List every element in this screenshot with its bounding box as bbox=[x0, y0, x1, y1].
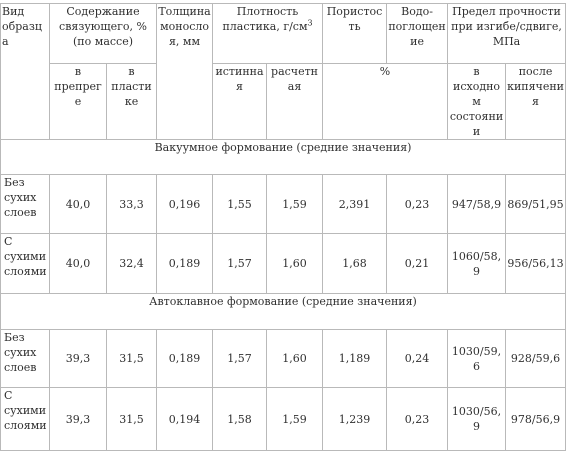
cell-prepreg: 40,0 bbox=[50, 175, 107, 234]
header-porosity: Пористость bbox=[323, 4, 387, 64]
cell-plastic: 31,5 bbox=[107, 330, 157, 388]
header-binder-content: Содержание связующего, % (по массе) bbox=[50, 4, 157, 64]
section-title-row bbox=[1, 140, 566, 175]
header-density-unit-exponent: 3 bbox=[307, 18, 313, 28]
subheader-in-plastic: в пластике bbox=[107, 64, 157, 140]
header-thickness: Толщина монослоя, мм bbox=[157, 4, 213, 140]
cell-thickness: 0,196 bbox=[157, 175, 213, 234]
cell-strength-initial: 1030/59,6 bbox=[448, 330, 506, 388]
header-strength: Предел прочности при изгибе/сдвиге, МПа bbox=[448, 4, 566, 64]
table-row bbox=[1, 388, 566, 451]
cell-thickness: 0,189 bbox=[157, 234, 213, 294]
table-row bbox=[1, 234, 566, 294]
cell-water: 0,23 bbox=[387, 388, 448, 451]
header-row bbox=[1, 4, 566, 64]
cell-true-density: 1,58 bbox=[213, 388, 267, 451]
sample-name: Без сухих слоев bbox=[1, 175, 50, 234]
subheader-percent: % bbox=[323, 64, 448, 140]
cell-thickness: 0,194 bbox=[157, 388, 213, 451]
cell-water: 0,21 bbox=[387, 234, 448, 294]
cell-strength-initial: 1060/58,9 bbox=[448, 234, 506, 294]
sample-name: Без сухих слоев bbox=[1, 330, 50, 388]
properties-table bbox=[0, 3, 566, 451]
cell-calc-density: 1,59 bbox=[267, 175, 323, 234]
header-sample-type: Вид образца bbox=[1, 4, 50, 140]
table-row bbox=[1, 175, 566, 234]
cell-calc-density: 1,60 bbox=[267, 234, 323, 294]
header-density bbox=[213, 4, 323, 64]
subheader-after-boiling: после кипячения bbox=[506, 64, 566, 140]
cell-prepreg: 39,3 bbox=[50, 388, 107, 451]
table-row bbox=[1, 330, 566, 388]
section-title: Автоклавное формование (средние значения) bbox=[1, 294, 566, 330]
sample-name: С сухими слоями bbox=[1, 234, 50, 294]
header-water-absorption: Водо-поглощение bbox=[387, 4, 448, 64]
cell-calc-density: 1,60 bbox=[267, 330, 323, 388]
cell-prepreg: 39,3 bbox=[50, 330, 107, 388]
subheader-initial-state: в исходном состоянии bbox=[448, 64, 506, 140]
subheader-row bbox=[1, 64, 566, 140]
cell-plastic: 32,4 bbox=[107, 234, 157, 294]
cell-true-density: 1,57 bbox=[213, 330, 267, 388]
cell-true-density: 1,55 bbox=[213, 175, 267, 234]
cell-strength-boiled: 978/56,9 bbox=[506, 388, 566, 451]
cell-true-density: 1,57 bbox=[213, 234, 267, 294]
cell-strength-boiled: 956/56,13 bbox=[506, 234, 566, 294]
header-density-text: Плотность пластика, г/см bbox=[222, 5, 308, 33]
cell-plastic: 31,5 bbox=[107, 388, 157, 451]
cell-water: 0,23 bbox=[387, 175, 448, 234]
subheader-in-prepreg: в препреге bbox=[50, 64, 107, 140]
cell-water: 0,24 bbox=[387, 330, 448, 388]
cell-porosity: 1,189 bbox=[323, 330, 387, 388]
cell-porosity: 2,391 bbox=[323, 175, 387, 234]
subheader-true-density: истинная bbox=[213, 64, 267, 140]
cell-plastic: 33,3 bbox=[107, 175, 157, 234]
cell-porosity: 1,68 bbox=[323, 234, 387, 294]
cell-prepreg: 40,0 bbox=[50, 234, 107, 294]
sample-name: С сухими слоями bbox=[1, 388, 50, 451]
section-title: Вакуумное формование (средние значения) bbox=[1, 140, 566, 175]
cell-strength-boiled: 928/59,6 bbox=[506, 330, 566, 388]
cell-porosity: 1,239 bbox=[323, 388, 387, 451]
section-title-row bbox=[1, 294, 566, 330]
cell-calc-density: 1,59 bbox=[267, 388, 323, 451]
subheader-calc-density: расчетная bbox=[267, 64, 323, 140]
cell-strength-boiled: 869/51,95 bbox=[506, 175, 566, 234]
cell-strength-initial: 1030/56,9 bbox=[448, 388, 506, 451]
cell-strength-initial: 947/58,9 bbox=[448, 175, 506, 234]
cell-thickness: 0,189 bbox=[157, 330, 213, 388]
